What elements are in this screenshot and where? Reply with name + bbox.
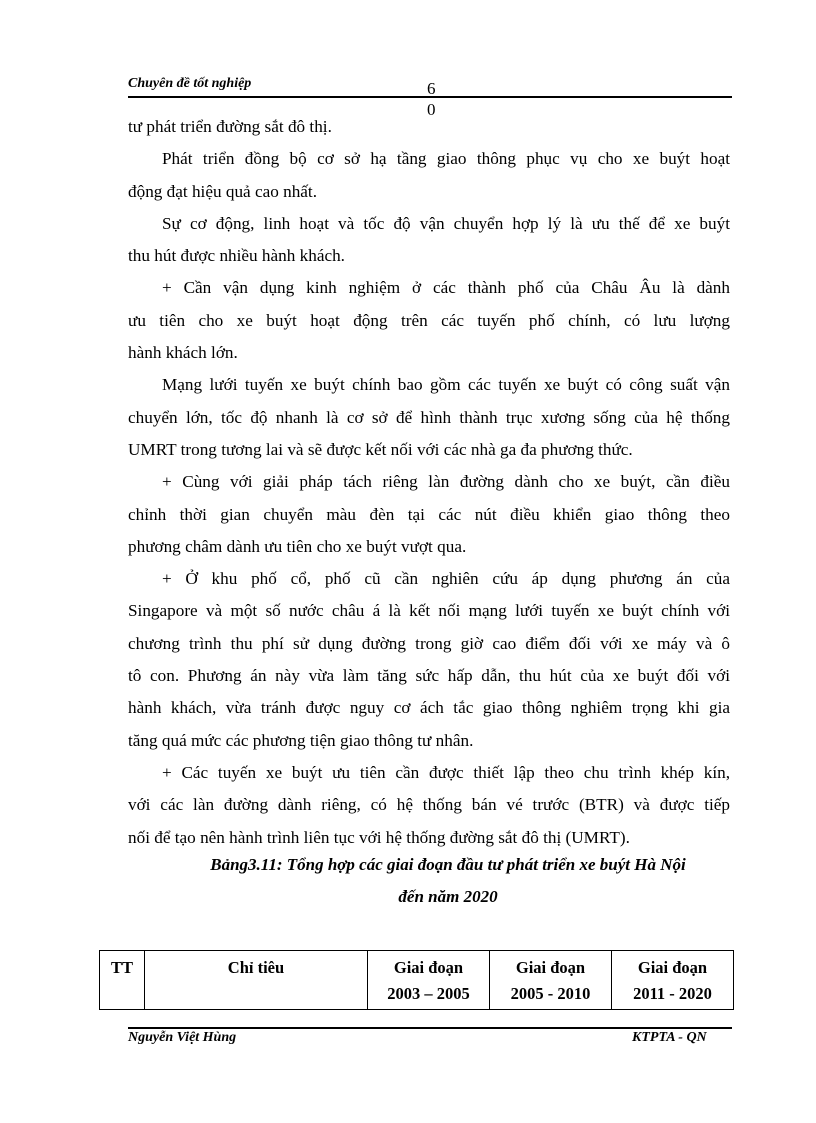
table-caption-line2: đến năm 2020	[398, 887, 498, 906]
body-line: tô con. Phương án này vừa làm tăng sức hấp dẫn, thu hút của xe buýt đối với	[128, 666, 730, 686]
footer-author: Nguyễn Việt Hùng	[128, 1030, 237, 1045]
body-line: hành khách lớn.	[128, 343, 238, 363]
body-line: Sự cơ động, linh hoạt và tốc độ vận chuyển hợp lý là ưu thế để xe buýt	[162, 213, 730, 233]
body-line: nối để tạo nên hành trình liên tục với hệ thống đường sắt đô thị (UMRT).	[128, 827, 630, 847]
body-line: tăng quá mức các phương tiện giao thông tư nhân.	[128, 730, 474, 750]
body-line: + Các tuyến xe buýt ưu tiên cần được thiết lập theo chu trình khép kín,	[162, 762, 730, 782]
body-line: chương trình thu phí sử dụng đường trong giờ cao điểm đối với xe máy và ô	[128, 633, 730, 653]
body-line: chuyển lớn, tốc độ nhanh là cơ sở để hình thành trục xương sống của hệ thống	[128, 407, 730, 427]
header-cell-tt: TT	[100, 951, 145, 1010]
body-line: Phát triển đồng bộ cơ sở hạ tầng giao thông phục vụ cho xe buýt hoạt	[162, 149, 730, 169]
body-line: ưu tiên cho xe buýt hoạt động trên các tuyến phố chính, có lưu lượng	[128, 310, 730, 330]
body-line: phương châm dành ưu tiên cho xe buýt vượt qua.	[128, 536, 467, 556]
body-line: Mạng lưới tuyến xe buýt chính bao gồm các tuyến xe buýt có công suất vận	[162, 375, 730, 395]
body-line: chỉnh thời gian chuyển màu đèn tại các nút điều khiển giao thông theo	[128, 504, 730, 524]
header-rule	[128, 96, 732, 98]
body-line: Singapore và một số nước châu á là kết nối mạng lưới tuyến xe buýt chính với	[128, 601, 730, 621]
header-cell-period-3: Giai đoạn 2011 - 2020	[612, 951, 734, 1010]
body-line: động đạt hiệu quả cao nhất.	[128, 181, 318, 201]
body-line: tư phát triển đường sắt đô thị.	[128, 117, 332, 136]
table-caption: Bảng3.11: Tổng hợp các giai đoạn đầu tư phát triển xe buýt Hà Nội	[210, 855, 686, 874]
header-cell-chitieu: Chỉ tiêu	[145, 951, 368, 1010]
body-text	[128, 111, 730, 854]
body-line: với các làn đường dành riêng, có hệ thống bán vé trước (BTR) và được tiếp	[128, 795, 730, 815]
table-header-row	[100, 951, 734, 1010]
body-line: UMRT trong tương lai và sẽ được kết nối với các nhà ga đa phương thức.	[128, 439, 633, 459]
page-number: 6 0	[427, 79, 436, 119]
body-line: + Ở khu phố cổ, phố cũ cần nghiên cứu áp dụng phương án của	[162, 569, 730, 589]
body-line: + Cần vận dụng kinh nghiệm ở các thành phố của Châu Âu là dành	[162, 278, 730, 298]
header-cell-period-1: Giai đoạn 2003 – 2005	[368, 951, 490, 1010]
body-line: + Cùng với giải pháp tách riêng làn đường dành cho xe buýt, cần điều	[162, 472, 730, 492]
header-title: Chuyên đề tốt nghiệp	[128, 76, 252, 91]
summary-table	[99, 950, 734, 1010]
body-line: thu hút được nhiều hành khách.	[128, 246, 345, 266]
body-line: hành khách, vừa tránh được nguy cơ ách tắc giao thông nghiêm trọng khi gia	[128, 698, 730, 718]
footer-rule	[128, 1027, 732, 1029]
footer-code: KTPTA - QN	[632, 1030, 707, 1045]
header-cell-period-2: Giai đoạn 2005 - 2010	[490, 951, 612, 1010]
